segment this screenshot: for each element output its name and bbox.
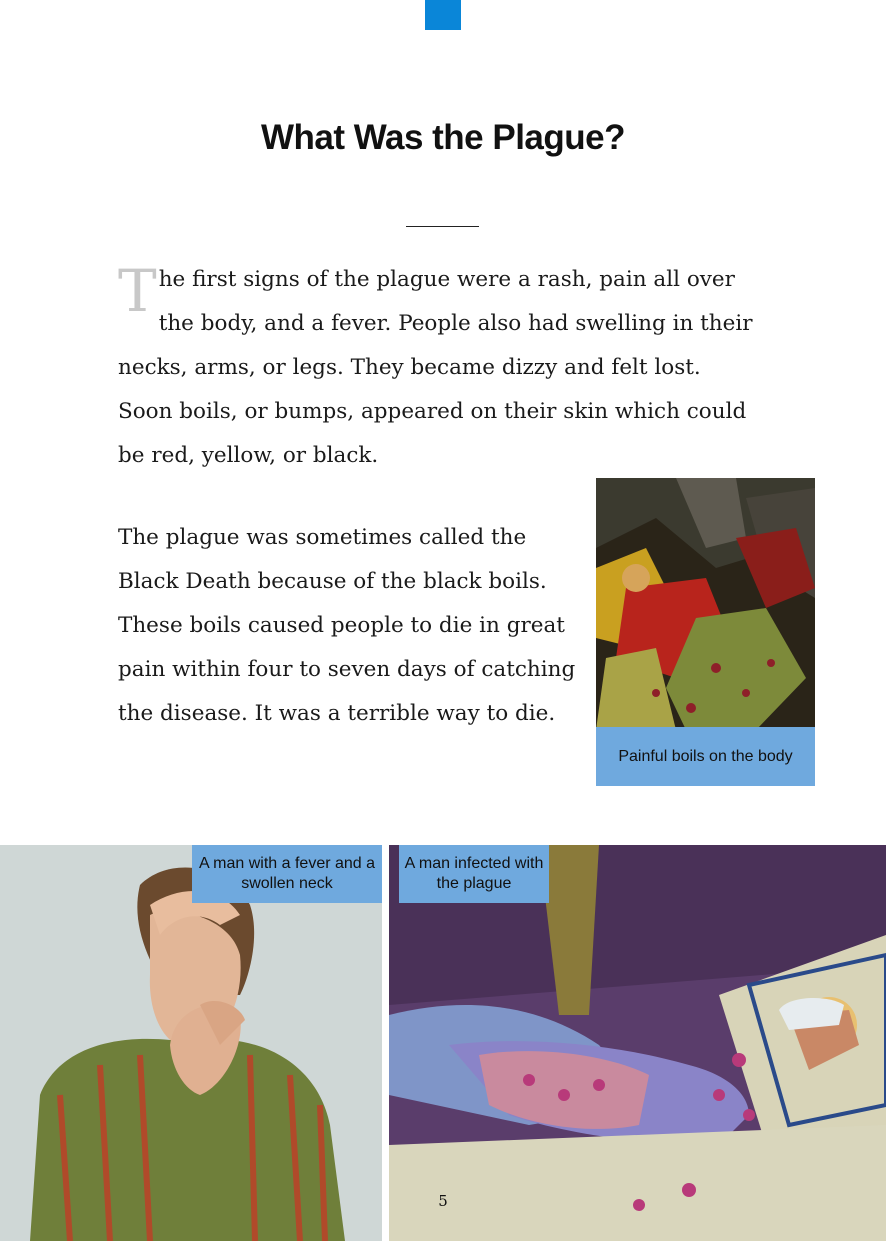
title-divider bbox=[406, 226, 479, 227]
caption-plague: A man infected with the plague bbox=[399, 845, 549, 903]
plague-man-painting bbox=[389, 845, 886, 1241]
body-paragraph-1 bbox=[118, 258, 758, 478]
drop-cap: T bbox=[118, 257, 157, 325]
page-number: 5 bbox=[438, 1192, 448, 1210]
body-paragraph-2: The plague was sometimes called the Black Death because of the black boils. These boils caused people to die in great pain within four to seven days of catching the disease. It was a terrible way to die. bbox=[118, 525, 576, 726]
section-tab-marker bbox=[425, 0, 461, 30]
paragraph-1-text: he first signs of the plague were a rash, pain all over the body, and a fever. People also had swelling in their necks, arms, or legs. They became dizzy and felt lost. Soon boils, or bumps, appeared on their skin which could be red, yellow, or black. bbox=[118, 267, 753, 468]
fever-man-photo bbox=[0, 845, 382, 1241]
page-title: What Was the Plague? bbox=[260, 118, 625, 157]
caption-boils: Painful boils on the body bbox=[596, 727, 815, 786]
boils-painting-image bbox=[596, 478, 815, 730]
caption-fever: A man with a fever and a swollen neck bbox=[192, 845, 382, 903]
